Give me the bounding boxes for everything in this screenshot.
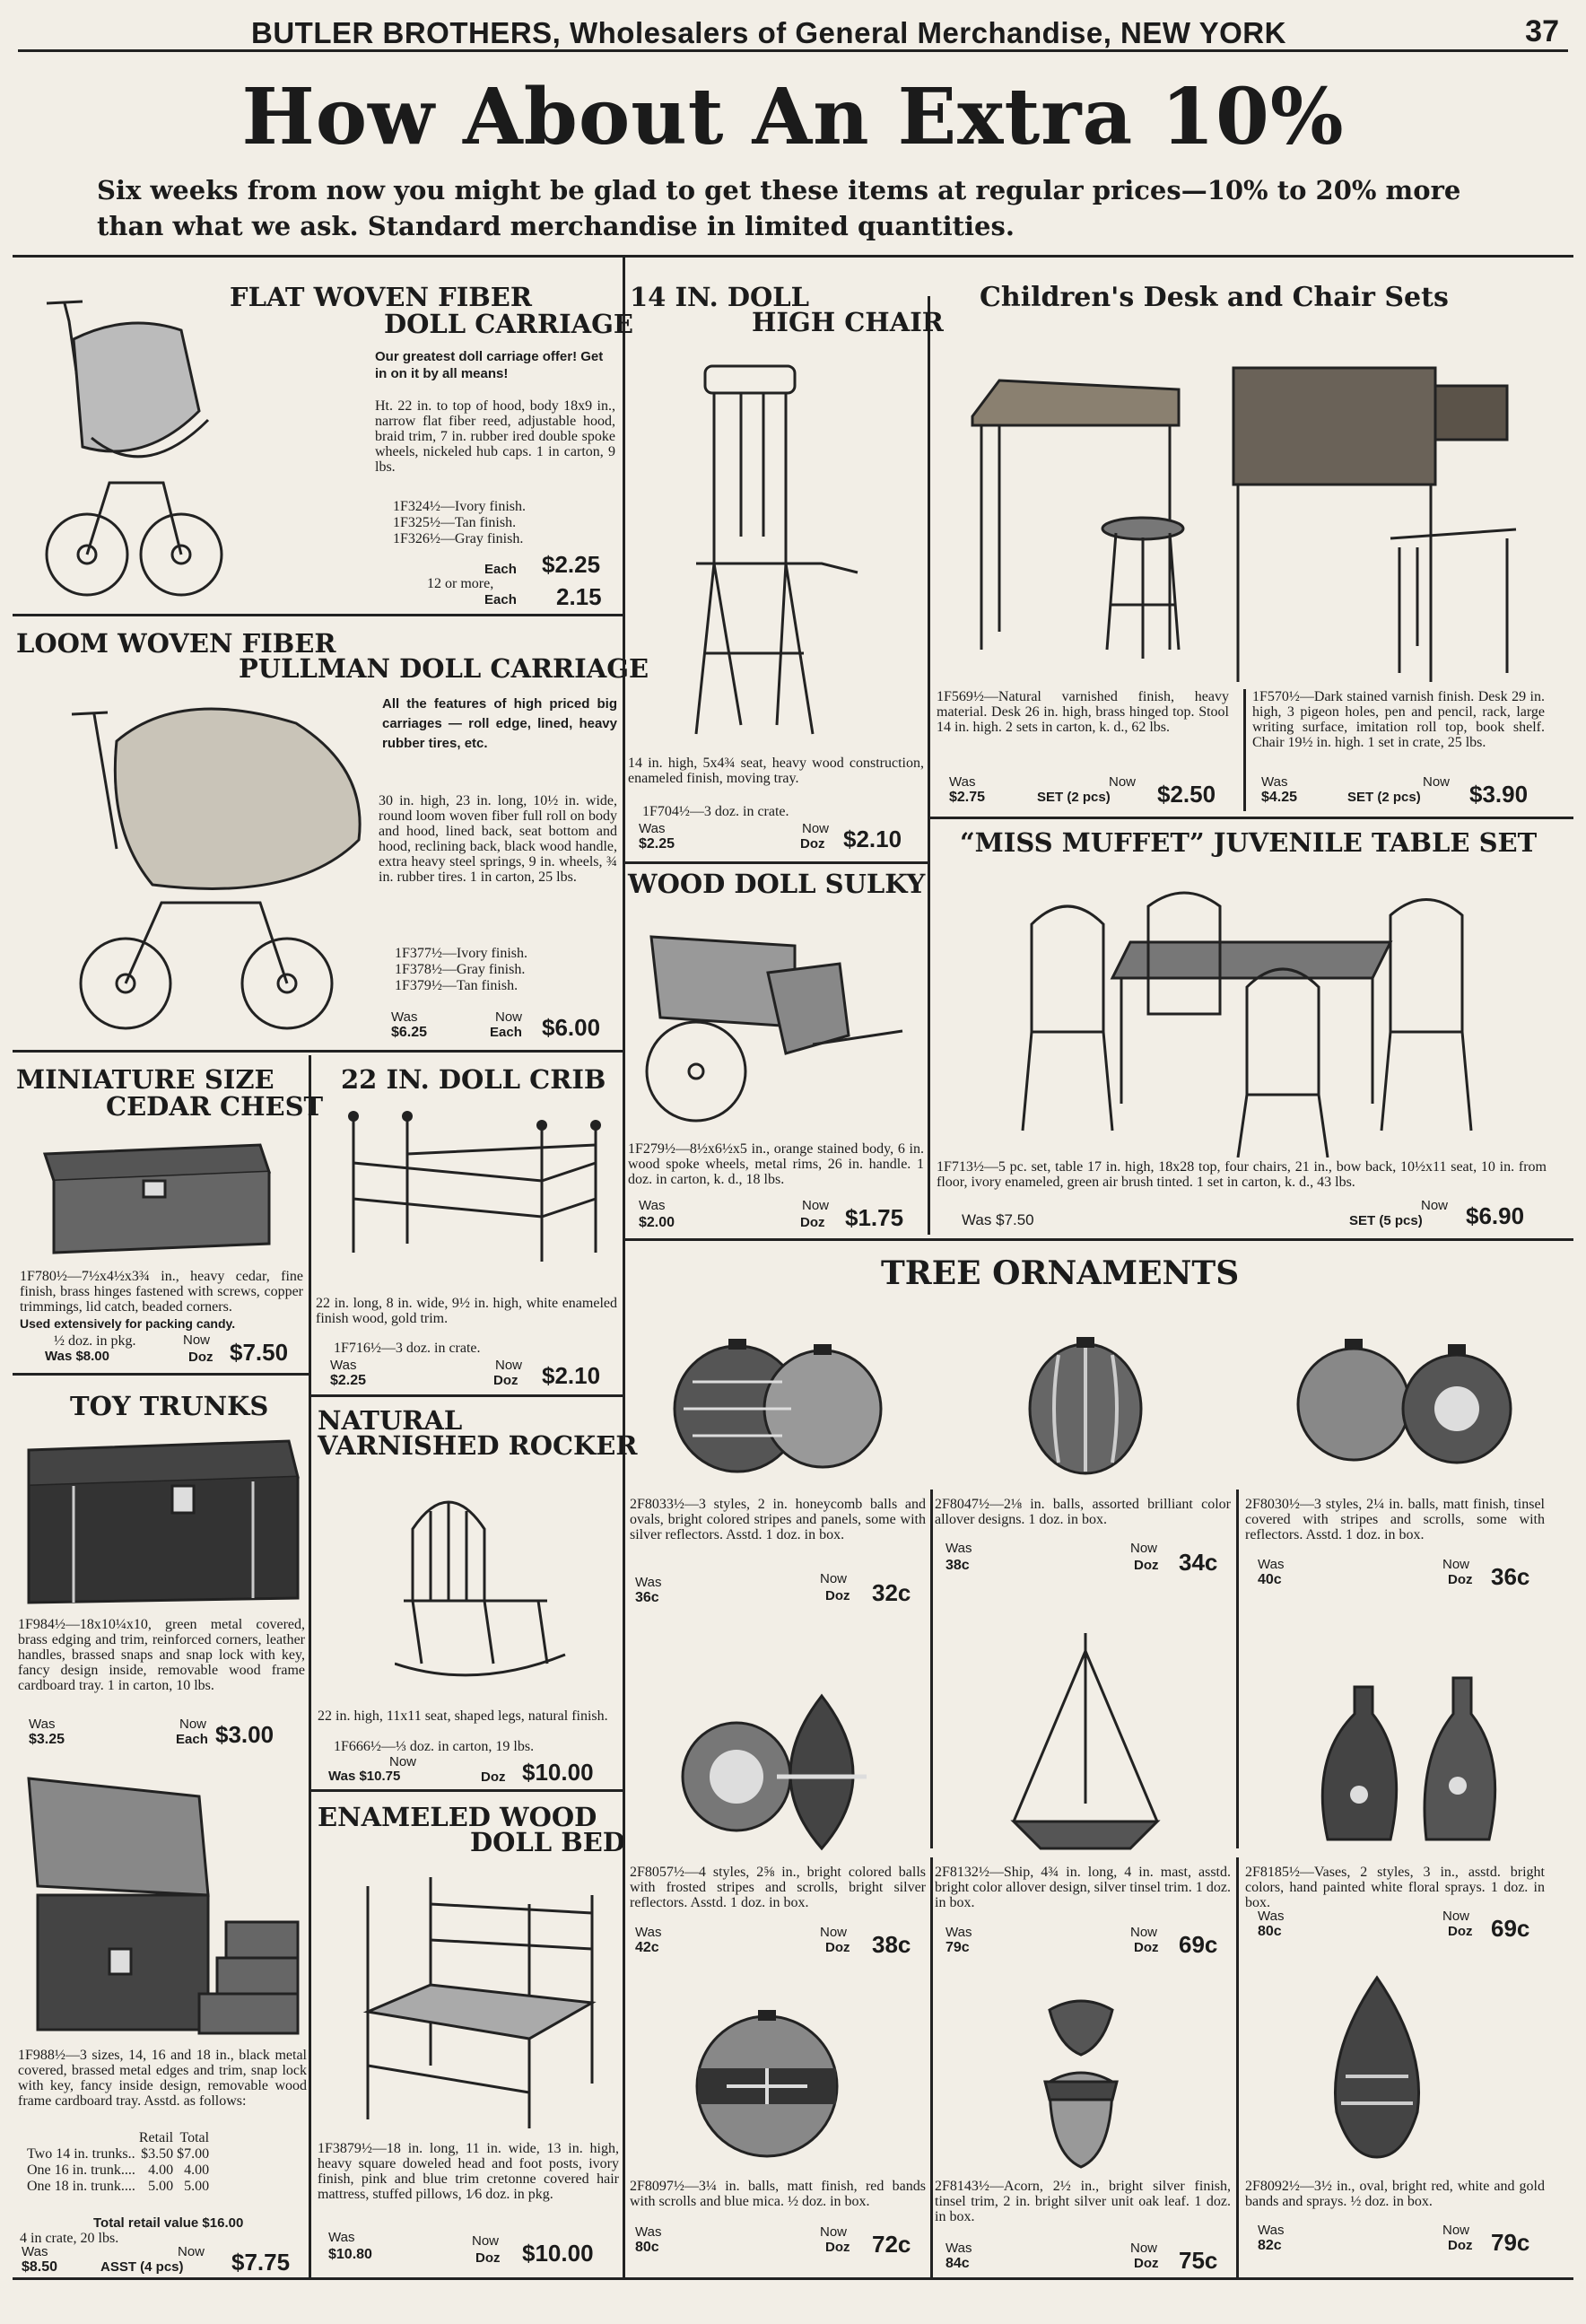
product-description: 1F713½—5 pc. set, table 17 in. high, 18x28 top, four chairs, 21 in., bow back, 10½x11 seat, 10 in. from floor, ivory enameled, green air brush tinted. 1 set in carton, k. d., 43 lbs. <box>937 1159 1547 1190</box>
product-description: 22 in. long, 8 in. wide, 9½ in. high, white enameled finish wood, gold trim. <box>316 1296 617 1326</box>
price: 34c <box>1179 1549 1218 1576</box>
banded-ball-illustration <box>691 1974 843 2171</box>
divider <box>625 861 928 864</box>
was-label: Was <box>946 1925 972 1940</box>
now-label: Now <box>179 1717 207 1732</box>
now-label: Now <box>820 1571 848 1586</box>
package-label: ½ doz. in pkg. <box>54 1333 136 1349</box>
now-label: Now <box>802 1198 830 1213</box>
divider <box>13 255 1573 258</box>
product-highlight: Our greatest doll carriage offer! Get in on it by all means! <box>375 349 604 381</box>
was-price: $3.25 <box>29 1732 65 1747</box>
desk-stool-illustration <box>963 363 1259 686</box>
product-title: FLAT WOVEN FIBER <box>230 282 532 312</box>
was-label: Was <box>946 2241 972 2256</box>
now-label: Now <box>1442 1909 1470 1924</box>
sku-list <box>393 499 617 547</box>
price: $3.90 <box>1469 781 1529 808</box>
product-title: “MISS MUFFET” JUVENILE TABLE SET <box>960 827 1538 858</box>
ornament-description: 2F8132½—Ship, 4¾ in. long, 4 in. mast, asstd. bright color allover design, silver tinsel trim. 1 doz. in box. <box>935 1865 1231 1910</box>
sku-line: 1F704½—3 doz. in crate. <box>642 804 789 819</box>
color-ball-illustration <box>1023 1310 1148 1490</box>
doll-crib-illustration <box>344 1109 614 1271</box>
was-price: $6.25 <box>391 1025 428 1040</box>
section-title: TREE ORNAMENTS <box>881 1254 1240 1292</box>
product-title: HIGH CHAIR <box>752 307 944 337</box>
set-label: SET (2 pcs) <box>1347 790 1421 805</box>
product-description: 1F569½—Natural varnished finish, heavy material. Desk 26 in. high, brass hinged top. Stool 14 in. high. 2 sets in carton, k. d., 62 lbs. <box>937 689 1229 735</box>
unit-label: Doz <box>481 1769 506 1785</box>
price: 79c <box>1491 2229 1530 2256</box>
product-description: 1F984½—18x10¼x10, green metal covered, brass edging and trim, reinforced corners, leather handles, brassed snaps and snap lock with key, fancy design inside, removable wood frame cardboard tray. 1 in carton, 10 lbs. <box>18 1617 305 1693</box>
table-row <box>27 2146 213 2162</box>
ship-ornament-illustration <box>996 1624 1175 1857</box>
was-label: Was <box>1258 2223 1285 2238</box>
price: $10.00 <box>522 2240 594 2267</box>
price: $6.00 <box>542 1014 601 1041</box>
toy-trunk-illustration <box>20 1432 303 1612</box>
product-description: 1F988½—3 sizes, 14, 16 and 18 in., black metal covered, brassed metal edges and trim, snap lock with key, fancy inside design, removable wood frame cardboard tray. Asstd. as follows: <box>18 2048 307 2109</box>
divider <box>930 1490 933 1848</box>
was-price: 82c <box>1258 2238 1282 2253</box>
was-price: $10.80 <box>328 2247 372 2262</box>
was-price: $2.75 <box>949 790 986 805</box>
product-title: NATURAL <box>318 1405 463 1436</box>
price: $6.90 <box>1466 1202 1525 1229</box>
table-cell: 4.00 <box>148 2162 174 2178</box>
table-cell: $3.50 <box>141 2146 174 2162</box>
unit-label: Doz <box>825 1588 850 1603</box>
was-price: 38c <box>946 1558 970 1573</box>
now-label: Now <box>802 821 830 836</box>
now-label: Now <box>472 2233 500 2249</box>
was-label: Was <box>635 1575 662 1590</box>
high-chair-illustration <box>678 357 876 743</box>
rocker-illustration <box>395 1475 574 1691</box>
price: $2.10 <box>843 826 902 852</box>
table-set-illustration <box>1014 888 1480 1158</box>
was-price: $2.25 <box>639 836 675 852</box>
unit-label: Doz <box>800 836 825 852</box>
unit-label: Each <box>484 592 517 607</box>
divider <box>13 1373 309 1376</box>
was-label: Was <box>1258 1557 1285 1572</box>
divider <box>930 2180 933 2279</box>
now-label: Now <box>1442 1557 1470 1572</box>
total-label: Total retail value $16.00 <box>93 2215 244 2231</box>
unit-label: Each <box>176 1732 208 1747</box>
ornament-description: 2F8047½—2⅛ in. balls, assorted brilliant color allover designs. 1 doz. in box. <box>935 1497 1231 1527</box>
table-cell: 5.00 <box>148 2179 174 2194</box>
sku-line: 1F379½—Tan finish. <box>395 978 518 993</box>
doll-carriage-illustration <box>20 285 224 608</box>
table-cell: Two 14 in. trunks.. <box>27 2146 135 2162</box>
ornament-description: 2F8097½—3¼ in. balls, matt finish, red bands with scrolls and blue mica. ½ doz. in box. <box>630 2179 926 2209</box>
was-label: Was <box>328 2230 355 2245</box>
set-label: SET (2 pcs) <box>1037 790 1111 805</box>
product-title: WOOD DOLL SULKY <box>628 869 926 899</box>
tinsel-balls-illustration <box>1286 1319 1520 1481</box>
now-label: Now <box>1442 2223 1470 2238</box>
asst-label: ASST (4 pcs) <box>100 2259 184 2275</box>
now-label: Now <box>178 2244 205 2259</box>
product-title: VARNISHED ROCKER <box>318 1430 638 1461</box>
table-cell: 5.00 <box>184 2179 210 2194</box>
unit-label: Each <box>484 562 517 577</box>
honeycomb-balls-illustration <box>666 1310 890 1490</box>
divider <box>928 296 930 1235</box>
price: $2.50 <box>1157 781 1216 808</box>
product-title: PULLMAN DOLL CARRIAGE <box>239 653 649 684</box>
divider <box>1243 689 1246 811</box>
product-description: 14 in. high, 5x4¾ seat, heavy wood construction, enameled finish, moving tray. <box>628 756 924 786</box>
divider <box>930 817 1573 819</box>
price: 2.15 <box>556 583 602 610</box>
product-highlight: Used extensively for packing candy. <box>20 1316 236 1331</box>
was-price: 36c <box>635 1590 659 1605</box>
subline: Six weeks from now you might be glad to get these items at regular prices—10% to 20% more than what we ask. Standard merchandise in limited quantities. <box>97 175 1461 241</box>
was-label: Was <box>635 1925 662 1940</box>
price: $1.75 <box>845 1204 904 1231</box>
ornament-description: 2F8143½—Acorn, 2½ in., bright silver finish, tinsel trim, 2 in. bright silver unit oak leaf. 1 doz. in box. <box>935 2179 1231 2224</box>
acorn-ornament-illustration <box>1032 1992 1130 2171</box>
sku-line: 1F716½—3 doz. in crate. <box>334 1341 481 1356</box>
was-label: Was <box>330 1358 357 1373</box>
ornament-description: 2F8057½—4 styles, 2⅝ in., bright colored balls with frosted stripes and scrolls, bright silver reflectors. Asstd. 1 doz. in box. <box>630 1865 926 1910</box>
product-title: MINIATURE SIZE <box>16 1064 274 1095</box>
sku-line: 1F325½—Tan finish. <box>393 515 517 530</box>
sku-line: 1F324½—Ivory finish. <box>393 499 526 514</box>
was-price: $8.50 <box>22 2259 58 2275</box>
now-label: Now <box>820 1925 848 1940</box>
unit-label: Doz <box>1448 1572 1473 1587</box>
divider <box>1236 1490 1239 1848</box>
was-price: $4.25 <box>1261 790 1298 805</box>
product-description: 1F3879½—18 in. long, 11 in. wide, 13 in. high, heavy square doweled head and foot posts, ivory finish, pink and blue trim cretonne covered hair mattress, stuffed pillows, 1⁄6 doz. in pkg. <box>318 2141 619 2202</box>
now-label: Now <box>1130 2241 1158 2256</box>
product-title: 22 IN. DOLL CRIB <box>341 1064 606 1095</box>
table-cell: $7.00 <box>177 2146 210 2162</box>
product-highlight: All the features of high priced big carriages — roll edge, lined, heavy rubber tires, etc. <box>382 696 617 751</box>
price: $7.75 <box>231 2249 291 2276</box>
page-number: 37 <box>1525 14 1559 48</box>
product-description: 1F780½—7½x4½x3¾ in., heavy cedar, fine finish, brass hinges fastened with screws, copper trimmings, lid catch, beaded corners. <box>20 1269 303 1315</box>
table-cell: 4.00 <box>184 2162 210 2178</box>
trunk-set-illustration <box>20 1769 307 2042</box>
was-price: 80c <box>1258 1924 1282 1939</box>
sku-list <box>395 946 619 994</box>
was-label: Was <box>635 2224 662 2240</box>
was-price: 79c <box>946 1940 970 1955</box>
table-row <box>27 2179 213 2195</box>
was-label: Was <box>639 821 666 836</box>
now-label: Now <box>495 1358 523 1373</box>
product-title: Children's Desk and Chair Sets <box>980 282 1449 313</box>
was-price: 84c <box>946 2256 970 2271</box>
was-price: Was $10.75 <box>328 1769 401 1784</box>
doll-bed-illustration <box>332 1868 610 2137</box>
price: $3.00 <box>215 1721 274 1748</box>
was-price: Was $8.00 <box>45 1349 109 1364</box>
price: 69c <box>1179 1931 1218 1958</box>
divider <box>623 257 625 2279</box>
quantity-label: 12 or more, <box>427 576 494 591</box>
price: $2.10 <box>542 1362 601 1389</box>
was-price: $2.00 <box>639 1215 675 1230</box>
now-label: Now <box>1423 774 1451 790</box>
was-price: 40c <box>1258 1572 1282 1587</box>
product-description: Ht. 22 in. to top of hood, body 18x9 in., narrow flat fiber reed, adjustable hood, braid trim, 7 in. rubber ired double spoke wheels, nickeled hub caps. 1 in carton, 9 lbs. <box>375 398 615 475</box>
ornament-description: 2F8030½—3 styles, 2¼ in. balls, matt finish, tinsel covered with stripes and scrolls, some with reflectors. Asstd. 1 doz. in box. <box>1245 1497 1545 1542</box>
was-price: 80c <box>635 2240 659 2255</box>
roll-top-desk-chair-illustration <box>1229 359 1525 691</box>
sulky-illustration <box>633 919 911 1134</box>
price: 38c <box>872 1931 911 1958</box>
was-label: Was <box>22 2244 48 2259</box>
now-label: Now <box>183 1332 211 1348</box>
table-header: Total <box>179 2130 210 2145</box>
product-title: ENAMELED WOOD <box>318 1802 597 1832</box>
now-label: Now <box>389 1754 417 1769</box>
was-label: Was <box>949 774 976 790</box>
was-label: Was <box>29 1717 56 1732</box>
headline: How About An Extra 10% <box>241 72 1345 162</box>
was-price: $2.25 <box>330 1373 367 1388</box>
unit-label: Doz <box>493 1373 518 1388</box>
header-title: BUTLER BROTHERS, Wholesalers of General Merchandise, NEW YORK <box>251 16 1286 49</box>
table-cell: One 18 in. trunk.... <box>27 2179 135 2194</box>
divider <box>625 1238 1573 1241</box>
table-header: Retail <box>138 2130 174 2145</box>
product-title: CEDAR CHEST <box>106 1091 324 1122</box>
product-description: 1F570½—Dark stained varnish finish. Desk 29 in. high, 3 pigeon holes, pen and pencil, rack, large writing surface, imitation roll top, book shelf. Chair 19½ in. high. 1 set in crate, 25 lbs. <box>1252 689 1545 750</box>
table-cell: One 16 in. trunk.... <box>27 2162 135 2178</box>
unit-label: Doz <box>1448 1924 1473 1939</box>
unit-label: Doz <box>1134 2256 1159 2271</box>
set-label: SET (5 pcs) <box>1349 1213 1423 1228</box>
was-label: Was <box>946 1541 972 1556</box>
was-label: Was <box>391 1009 418 1025</box>
product-title: DOLL CARRIAGE <box>384 309 634 339</box>
pullman-carriage-illustration <box>27 687 368 1046</box>
price: 75c <box>1179 2247 1218 2274</box>
divider <box>13 1050 623 1053</box>
product-title: LOOM WOVEN FIBER <box>16 628 336 659</box>
divider <box>13 2277 1573 2280</box>
divider <box>1236 1857 1239 2279</box>
divider <box>311 1394 623 1397</box>
table-row <box>27 2162 213 2179</box>
product-title: TOY TRUNKS <box>70 1391 269 1421</box>
unit-label: Each <box>490 1025 522 1040</box>
price: $10.00 <box>522 1759 594 1786</box>
unit-label: Doz <box>825 2240 850 2255</box>
now-label: Now <box>1421 1198 1449 1213</box>
unit-label: Doz <box>188 1350 214 1365</box>
was-label: Was <box>1258 1909 1285 1924</box>
package-label: 4 in crate, 20 lbs. <box>20 2231 119 2246</box>
was-price: 42c <box>635 1940 659 1955</box>
price: 32c <box>872 1579 911 1606</box>
product-description: 22 in. high, 11x11 seat, shaped legs, natural finish. <box>318 1708 608 1724</box>
unit-label: Doz <box>1448 2238 1473 2253</box>
now-label: Now <box>1130 1925 1158 1940</box>
product-title: DOLL BED <box>470 1827 626 1857</box>
unit-label: Doz <box>1134 1558 1159 1573</box>
unit-label: Doz <box>800 1215 825 1230</box>
page-header <box>18 13 1568 52</box>
assortment-table <box>27 2130 213 2195</box>
now-label: Now <box>495 1009 523 1025</box>
sku-line: 1F326½—Gray finish. <box>393 531 524 546</box>
price: $7.50 <box>230 1339 289 1366</box>
product-description: 30 in. high, 23 in. long, 10½ in. wide, round loom woven fiber full roll on body and hood, lined back, seat bottom and hood, reclining back, black wood handle, extra heavy steel springs, 9 in. wheels, ¾ in. rubber tires. 1 in carton, 25 lbs. <box>379 793 617 885</box>
divider <box>309 1055 311 2279</box>
divider <box>13 614 623 616</box>
price: $2.25 <box>542 551 601 578</box>
divider <box>311 1789 623 1792</box>
price: 72c <box>872 2231 911 2258</box>
sku-line: 1F377½—Ivory finish. <box>395 946 527 961</box>
was-price: Was $7.50 <box>962 1211 1034 1228</box>
price: 36c <box>1491 1563 1530 1590</box>
product-description: 1F279½—8½x6½x5 in., orange stained body, 6 in. wood spoke wheels, metal rims, 26 in. handle. 1 doz. in carton, k. d., 18 lbs. <box>628 1141 924 1187</box>
sku-line: 1F378½—Gray finish. <box>395 962 526 977</box>
unit-label: Doz <box>1134 1940 1159 1955</box>
oval-ornament-illustration <box>1328 1969 1426 2166</box>
now-label: Now <box>1130 1541 1158 1556</box>
ornament-description: 2F8185½—Vases, 2 styles, 3 in., asstd. bright colors, hand painted white floral sprays. 1 doz. in box. <box>1245 1865 1545 1910</box>
cedar-chest-illustration <box>36 1127 278 1262</box>
now-label: Now <box>820 2224 848 2240</box>
ornament-description: 2F8033½—3 styles, 2 in. honeycomb balls and ovals, bright colored stripes and panels, some with silver reflectors. Asstd. 1 doz. in box. <box>630 1497 926 1542</box>
frosted-balls-illustration <box>669 1678 884 1857</box>
price: 69c <box>1491 1915 1530 1942</box>
now-label: Now <box>1109 774 1137 790</box>
product-title: 14 IN. DOLL <box>630 282 810 312</box>
ornament-description: 2F8092½—3½ in., oval, bright red, white and gold bands and sprays. ½ doz. in box. <box>1245 2179 1545 2209</box>
was-label: Was <box>1261 774 1288 790</box>
sku-line: 1F666½—⅓ doz. in carton, 19 lbs. <box>334 1739 535 1754</box>
was-label: Was <box>639 1198 666 1213</box>
unit-label: Doz <box>825 1940 850 1955</box>
unit-label: Doz <box>475 2250 501 2266</box>
vases-ornament-illustration <box>1292 1669 1525 1857</box>
